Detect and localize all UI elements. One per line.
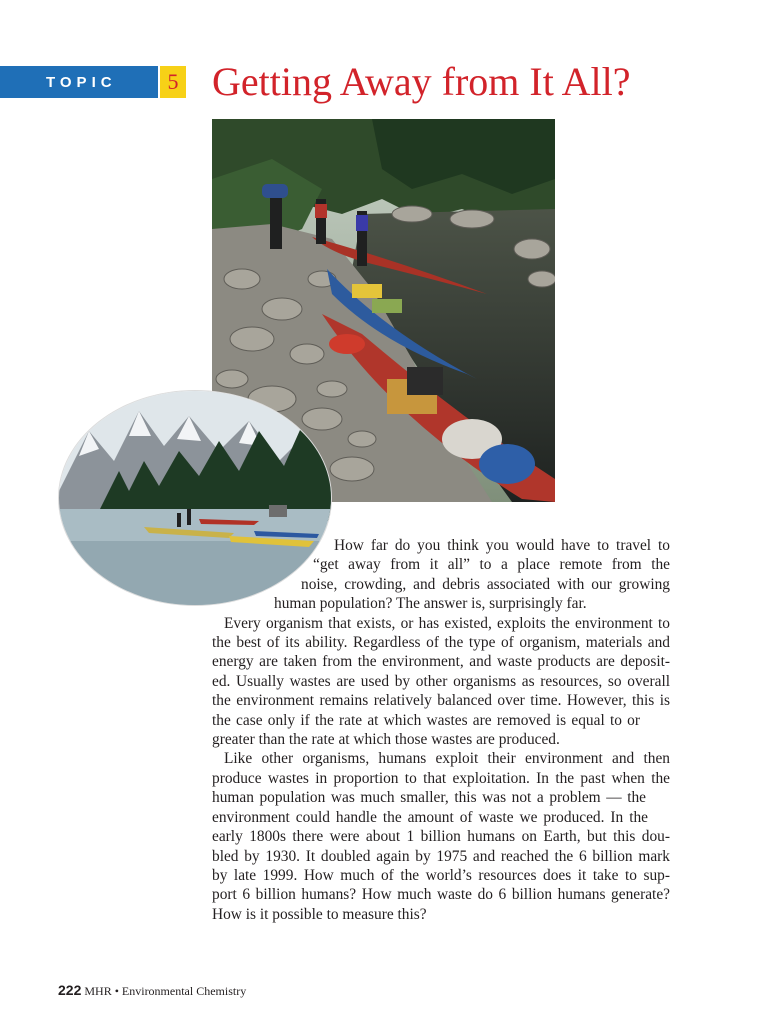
text-line: human population? The answer is, surprisingly far. — [274, 595, 587, 613]
text-line: produce wastes in proportion to that exploitation. In the past when the — [212, 769, 670, 787]
text-line: How is it possible to measure this? — [212, 905, 427, 923]
text-line: the environment remains relatively balanced over time. However, this is — [212, 692, 670, 710]
text-line: How far do you think you would have to travel to — [334, 537, 670, 554]
text-line: energy are taken from the environment, and waste products are deposit- — [212, 653, 670, 671]
footer-text: MHR • Environmental Chemistry — [84, 984, 247, 998]
text-line: “get away from it all” to a place remote from the — [313, 556, 670, 574]
text-line: human population was much smaller, this was not a problem — the — [212, 789, 646, 807]
page-footer — [58, 982, 246, 999]
text-line: environment could handle the amount of waste we produced. In the — [212, 808, 648, 826]
text-line: the case only if the rate at which wastes are removed is equal to or — [212, 711, 640, 729]
page-title: Getting Away from It All? — [212, 59, 631, 104]
topic-number: 5 — [160, 66, 186, 98]
text-line: greater than the rate at which those wastes are produced. — [212, 731, 560, 749]
topic-banner — [0, 66, 158, 98]
page-number: 222 — [58, 982, 82, 998]
text-line: bled by 1930. It doubled again by 1975 and reached the 6 billion mark — [212, 847, 670, 865]
text-line: Like other organisms, humans exploit their environment and then — [224, 750, 670, 768]
text-line: ed. Usually wastes are used by other organisms as resources, so overall — [212, 672, 670, 690]
text-line: early 1800s there were about 1 billion humans on Earth, but this dou- — [212, 828, 670, 846]
text-line: by late 1999. How much of the world’s resources does it take to sup- — [212, 866, 670, 884]
body-text — [212, 536, 670, 924]
text-line: the best of its ability. Regardless of the type of organism, materials and — [212, 634, 670, 652]
topic-label: TOPIC — [46, 73, 117, 91]
text-line: port 6 billion humans? How much waste do 6 billion humans generate? — [212, 886, 670, 904]
text-line: noise, crowding, and debris associated with our growing — [301, 575, 670, 593]
text-line: Every organism that exists, or has existed, exploits the environment to — [224, 614, 670, 632]
